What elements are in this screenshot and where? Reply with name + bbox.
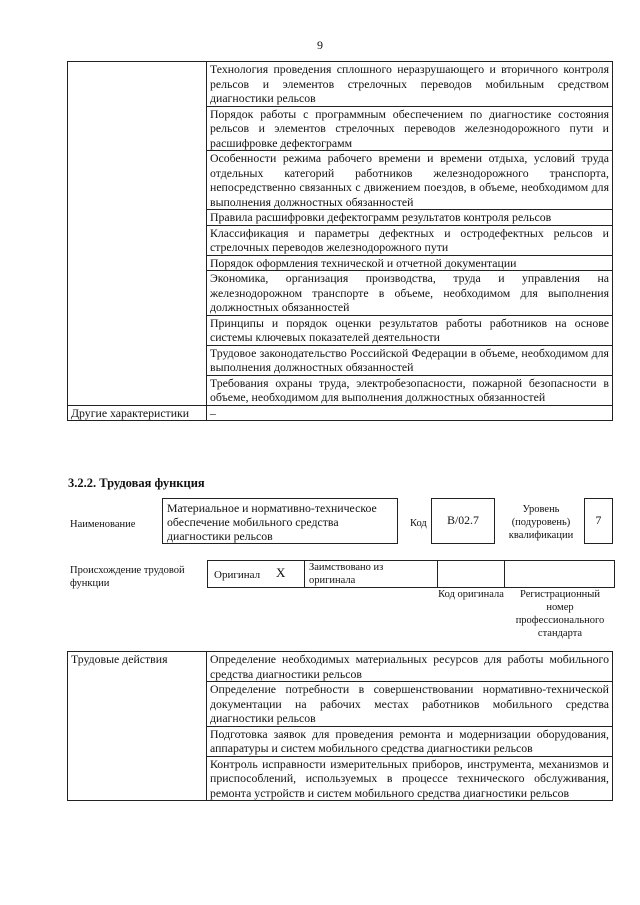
code-original-caption: Код оригинала: [438, 589, 504, 600]
actions-label: Трудовые действия: [68, 652, 207, 801]
divider: [504, 561, 505, 587]
knowledge-item: Трудовое законодательство Российской Федерации в объеме, необходимом для выполнения должностных обязанностей: [207, 345, 613, 375]
original-mark: X: [276, 565, 286, 580]
level-box: [584, 498, 613, 544]
registration-number-caption: Регистрационный номер профессионального стандарта: [515, 589, 605, 639]
action-item: Определение потребности в совершенствовании нормативно-технической документации на рабочих местах работников мобильного средства диагностики рельсов: [207, 682, 613, 727]
origin-label: Происхождение трудовой функции: [70, 565, 185, 589]
code-box: [431, 498, 495, 544]
knowledge-item: Порядок работы с программным обеспечением по диагностике состояния рельсов и элементов стрелочных переводов железнодорожного пути и расшифровке дефектограмм: [207, 106, 613, 151]
other-characteristics-value: –: [207, 405, 613, 421]
code-value: B/02.7: [447, 513, 479, 527]
original-label: Оригинал: [214, 569, 261, 581]
action-item: Контроль исправности измерительных приборов, инструмента, механизмов и приспособлений, используемых в процессе технического обслуживания, ремонта устройств и систем мобильного средства диагностики рельсов: [207, 756, 613, 801]
page-number: 9: [317, 38, 323, 52]
knowledge-item: Порядок оформления технической и отчетной документации: [207, 255, 613, 271]
level-value: 7: [595, 513, 602, 527]
action-item: Подготовка заявок для проведения ремонта и модернизации оборудования, аппаратуры и систем мобильного средства диагностики рельсов: [207, 726, 613, 756]
section-heading: 3.2.2. Трудовая функция: [68, 476, 205, 490]
knowledge-item: Экономика, организация производства, труда и управления на железнодорожном транспорте в объеме, необходимом для выполнения должностных обязанностей: [207, 271, 613, 316]
function-name-value: Материальное и нормативно-техническое обеспечение мобильного средства диагностики рельсов: [167, 501, 377, 543]
function-name-box: [162, 498, 398, 544]
name-label: Наименование: [70, 519, 136, 530]
level-label: Уровень (подуровень) квалификации: [508, 504, 574, 541]
knowledge-item: Технология проведения сплошного неразрушающего и вторичного контроля рельсов и элементов стрелочных переводов мобильным средством диагностики рельсов: [207, 62, 613, 107]
knowledge-item: Особенности режима рабочего времени и времени отдыха, условий труда отдельных категорий работников железнодорожного транспорта, непосредственно связанных с движением поездов, в объеме, необходимом для выполнения должностных обязанностей: [207, 151, 613, 210]
divider: [304, 561, 305, 587]
action-item: Определение необходимых материальных ресурсов для работы мобильного средства диагностики рельсов: [207, 652, 613, 682]
knowledge-item: Требования охраны труда, электробезопасности, пожарной безопасности в объеме, необходимом для выполнения должностных обязанностей: [207, 375, 613, 405]
empty-label-cell: [68, 62, 207, 406]
knowledge-item: Правила расшифровки дефектограмм результатов контроля рельсов: [207, 210, 613, 226]
other-characteristics-label: Другие характеристики: [68, 405, 207, 421]
knowledge-table: [67, 61, 613, 421]
borrowed-label: Заимствовано из оригинала: [309, 562, 384, 586]
knowledge-item: Классификация и параметры дефектных и остродефектных рельсов и стрелочных переводов железнодорожного пути: [207, 225, 613, 255]
knowledge-item: Принципы и порядок оценки результатов работы работников на основе системы ключевых показателей деятельности: [207, 315, 613, 345]
code-label: Код: [410, 518, 427, 529]
origin-row: [207, 560, 615, 588]
actions-table: [67, 651, 613, 801]
divider: [437, 561, 438, 587]
